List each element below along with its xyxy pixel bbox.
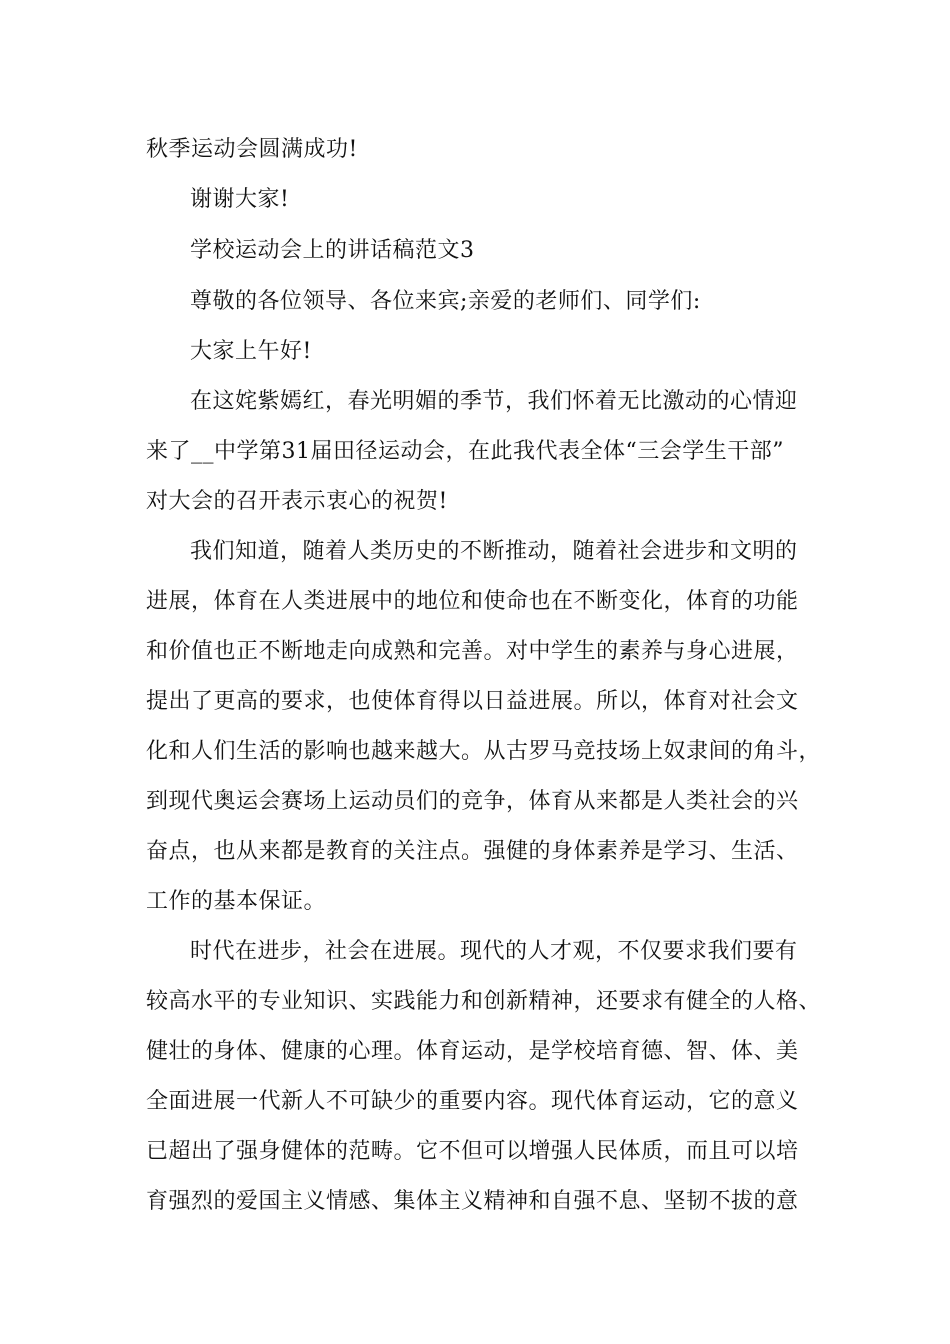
paragraph-line: 提出了更高的要求，也使体育得以日益进展。所以，体育对社会文: [146, 689, 799, 714]
paragraph-line: 工作的基本保证。: [146, 889, 327, 914]
paragraph-line: 全面进展一代新人不可缺少的重要内容。现代体育运动，它的意义: [146, 1089, 799, 1114]
paragraph-line: 育强烈的爱国主义情感、集体主义精神和自强不息、坚韧不拔的意: [146, 1189, 799, 1214]
text-line: 谢谢大家!: [190, 187, 290, 212]
text-line: 秋季运动会圆满成功!: [146, 137, 358, 162]
salutation-line: 尊敬的各位领导、各位来宾;亲爱的老师们、同学们:: [190, 289, 701, 314]
subtitle-line: 学校运动会上的讲话稿范文3: [190, 238, 475, 263]
paragraph-line: 和价值也正不断地走向成熟和完善。对中学生的素养与身心进展，: [146, 639, 799, 664]
paragraph-line: 时代在进步，社会在进展。现代的人才观，不仅要求我们要有: [190, 939, 798, 964]
paragraph-line: 到现代奥运会赛场上运动员们的竞争，体育从来都是人类社会的兴: [146, 789, 799, 814]
paragraph-line: 较高水平的专业知识、实践能力和创新精神，还要求有健全的人格、: [146, 989, 822, 1014]
paragraph-line: 健壮的身体、健康的心理。体育运动，是学校培育德、智、体、美: [146, 1039, 799, 1064]
paragraph-line: 我们知道，随着人类历史的不断推动，随着社会进步和文明的: [190, 539, 798, 564]
paragraph-line: 对大会的召开表示衷心的祝贺!: [146, 489, 448, 514]
paragraph-line: 化和人们生活的影响也越来越大。从古罗马竞技场上奴隶间的角斗，: [146, 739, 822, 764]
paragraph-line: 进展，体育在人类进展中的地位和使命也在不断变化，体育的功能: [146, 589, 799, 614]
paragraph-line: 在这姹紫嫣红，春光明媚的季节，我们怀着无比激动的心情迎: [190, 389, 798, 414]
paragraph-line: 奋点，也从来都是教育的关注点。强健的身体素养是学习、生活、: [146, 839, 799, 864]
paragraph-line: 已超出了强身健体的范畴。它不但可以增强人民体质，而且可以培: [146, 1139, 799, 1164]
paragraph-line: 来了__中学第31届田径运动会，在此我代表全体“三会学生干部”: [146, 439, 784, 464]
greeting-line: 大家上午好!: [190, 339, 312, 364]
